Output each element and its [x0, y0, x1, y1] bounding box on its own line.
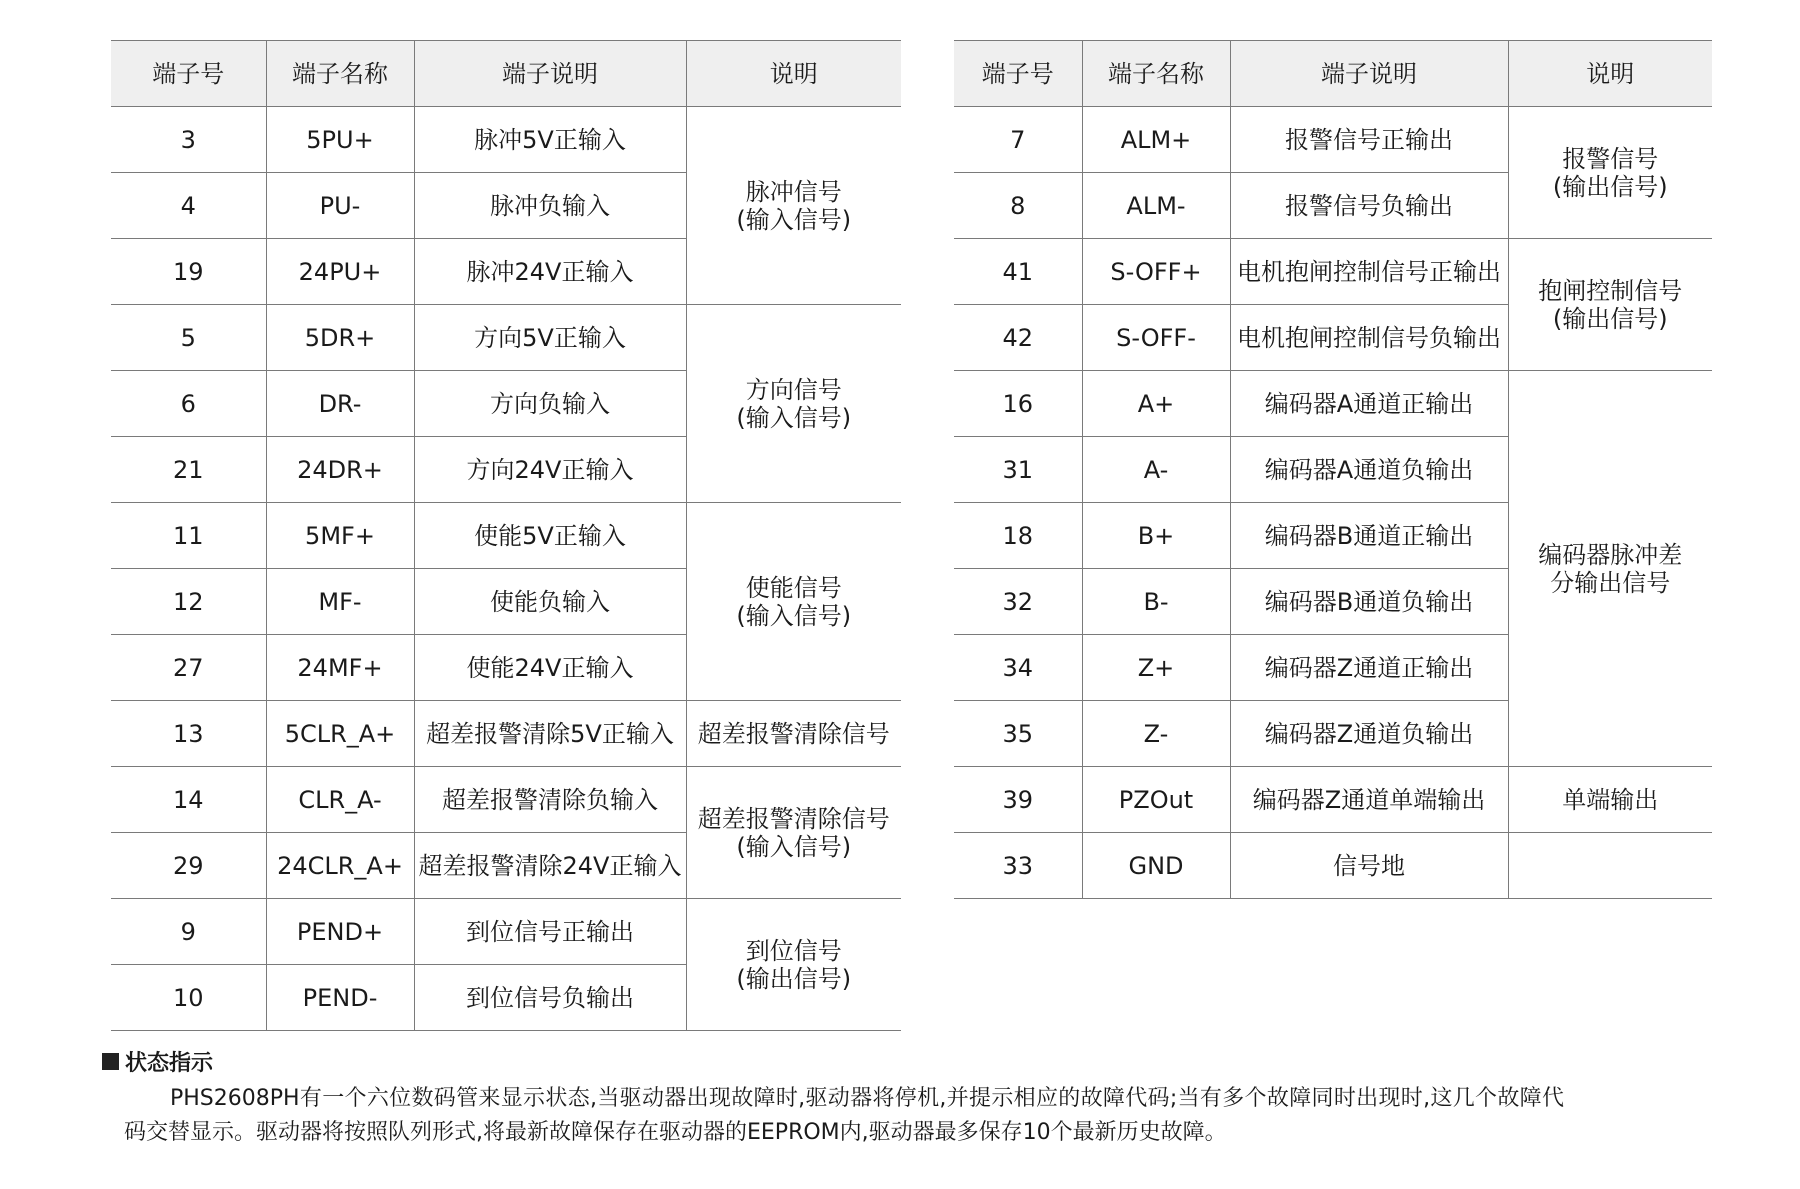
- terminal-name: MF-: [266, 569, 414, 635]
- terminal-name: Z+: [1082, 635, 1230, 701]
- terminal-desc: 方向5V正输入: [414, 305, 686, 371]
- left-terminal-table: [111, 40, 901, 1031]
- group-note-line1: 到位信号: [745, 936, 842, 965]
- group-note-line1: 脉冲信号: [745, 177, 842, 206]
- terminal-name: 5DR+: [266, 305, 414, 371]
- group-note-line1: 抱闸控制信号: [1538, 276, 1683, 305]
- terminal-desc: 超差报警清除24V正输入: [414, 833, 686, 899]
- group-note-line2: (输出信号): [1552, 304, 1668, 333]
- terminal-no: 19: [111, 239, 266, 305]
- terminal-desc: 编码器A通道负输出: [1230, 437, 1508, 503]
- section-heading: [102, 1046, 213, 1077]
- group-note: [686, 503, 901, 701]
- group-note: 单端输出: [1508, 767, 1712, 833]
- terminal-name: A-: [1082, 437, 1230, 503]
- group-note-line1: 方向信号: [745, 375, 842, 404]
- group-note: [686, 107, 901, 305]
- table-row: [111, 305, 901, 371]
- terminal-desc: 电机抱闸控制信号负输出: [1230, 305, 1508, 371]
- terminal-desc: 脉冲24V正输入: [414, 239, 686, 305]
- terminal-desc: 编码器A通道正输出: [1230, 371, 1508, 437]
- group-note-line2: (输入信号): [736, 832, 852, 861]
- table-row: [954, 767, 1712, 833]
- col-header-name: 端子名称: [1082, 41, 1230, 107]
- right-header-row: [954, 41, 1712, 107]
- terminal-no: 10: [111, 965, 266, 1031]
- square-bullet-icon: [102, 1053, 119, 1070]
- terminal-no: 6: [111, 371, 266, 437]
- terminal-no: 9: [111, 899, 266, 965]
- terminal-desc: 编码器Z通道正输出: [1230, 635, 1508, 701]
- terminal-no: 32: [954, 569, 1082, 635]
- terminal-desc: 到位信号正输出: [414, 899, 686, 965]
- terminal-name: B+: [1082, 503, 1230, 569]
- terminal-no: 7: [954, 107, 1082, 173]
- terminal-no: 13: [111, 701, 266, 767]
- terminal-desc: 到位信号负输出: [414, 965, 686, 1031]
- group-note: [1508, 239, 1712, 371]
- terminal-name: GND: [1082, 833, 1230, 899]
- col-header-note: 说明: [686, 41, 901, 107]
- status-paragraph: PHS2608PH有一个六位数码管来显示状态,当驱动器出现故障时,驱动器将停机,并提示相应的故障代码;当有多个故障同时出现时,这几个故障代码交替显示。驱动器将按照队列形式,将最新故障保存在驱动器的EEPROM内,驱动器最多保存10个最新历史故障。: [124, 1086, 1564, 1145]
- terminal-desc: 脉冲负输入: [414, 173, 686, 239]
- terminal-no: 21: [111, 437, 266, 503]
- terminal-name: 24MF+: [266, 635, 414, 701]
- table-row: [954, 107, 1712, 173]
- terminal-no: 5: [111, 305, 266, 371]
- terminal-name: B-: [1082, 569, 1230, 635]
- terminal-name: CLR_A-: [266, 767, 414, 833]
- table-row: [111, 107, 901, 173]
- group-note-line1: 报警信号: [1562, 144, 1659, 173]
- terminal-desc: 方向24V正输入: [414, 437, 686, 503]
- table-row: [954, 371, 1712, 437]
- terminal-desc: 电机抱闸控制信号正输出: [1230, 239, 1508, 305]
- terminal-desc: 信号地: [1230, 833, 1508, 899]
- terminal-no: 33: [954, 833, 1082, 899]
- table-row: [111, 767, 901, 833]
- terminal-name: A+: [1082, 371, 1230, 437]
- group-note: [1508, 371, 1712, 767]
- terminal-name: DR-: [266, 371, 414, 437]
- group-note-line2: (输出信号): [736, 964, 852, 993]
- right-terminal-table: [954, 40, 1712, 899]
- terminal-no: 31: [954, 437, 1082, 503]
- terminal-name: 24DR+: [266, 437, 414, 503]
- terminal-desc: 使能24V正输入: [414, 635, 686, 701]
- terminal-no: 34: [954, 635, 1082, 701]
- terminal-name: 5MF+: [266, 503, 414, 569]
- terminal-desc: 使能负输入: [414, 569, 686, 635]
- terminal-desc: 使能5V正输入: [414, 503, 686, 569]
- terminal-desc: 报警信号负输出: [1230, 173, 1508, 239]
- terminal-name: 24CLR_A+: [266, 833, 414, 899]
- table-row: [111, 503, 901, 569]
- group-note: [1508, 833, 1712, 899]
- terminal-no: 35: [954, 701, 1082, 767]
- group-note-line2: (输入信号): [736, 601, 852, 630]
- group-note: [686, 305, 901, 503]
- terminal-name: ALM-: [1082, 173, 1230, 239]
- terminal-desc: 编码器B通道正输出: [1230, 503, 1508, 569]
- terminal-name: Z-: [1082, 701, 1230, 767]
- group-note: 超差报警清除信号: [686, 701, 901, 767]
- group-note-line1: 使能信号: [745, 573, 842, 602]
- group-note: [686, 899, 901, 1031]
- terminal-no: 8: [954, 173, 1082, 239]
- terminal-desc: 方向负输入: [414, 371, 686, 437]
- col-header-note: 说明: [1508, 41, 1712, 107]
- group-note-line2: (输入信号): [736, 403, 852, 432]
- terminal-no: 18: [954, 503, 1082, 569]
- terminal-no: 41: [954, 239, 1082, 305]
- terminal-name: 5PU+: [266, 107, 414, 173]
- terminal-no: 29: [111, 833, 266, 899]
- group-note-line2: (输出信号): [1552, 172, 1668, 201]
- left-header-row: [111, 41, 901, 107]
- terminal-name: 24PU+: [266, 239, 414, 305]
- terminal-name: ALM+: [1082, 107, 1230, 173]
- terminal-no: 42: [954, 305, 1082, 371]
- table-row: [954, 239, 1712, 305]
- terminal-desc: 编码器B通道负输出: [1230, 569, 1508, 635]
- col-header-desc: 端子说明: [1230, 41, 1508, 107]
- terminal-name: PEND+: [266, 899, 414, 965]
- col-header-no: 端子号: [954, 41, 1082, 107]
- terminal-name: 5CLR_A+: [266, 701, 414, 767]
- col-header-name: 端子名称: [266, 41, 414, 107]
- terminal-name: S-OFF-: [1082, 305, 1230, 371]
- group-note-line1: 超差报警清除信号: [697, 804, 890, 833]
- group-note-line1: 编码器脉冲差: [1538, 540, 1683, 569]
- terminal-desc: 超差报警清除5V正输入: [414, 701, 686, 767]
- terminal-name: PEND-: [266, 965, 414, 1031]
- terminal-desc: 超差报警清除负输入: [414, 767, 686, 833]
- terminal-desc: 脉冲5V正输入: [414, 107, 686, 173]
- table-row: [111, 899, 901, 965]
- terminal-name: PZOut: [1082, 767, 1230, 833]
- terminal-no: 16: [954, 371, 1082, 437]
- terminal-no: 3: [111, 107, 266, 173]
- terminal-desc: 编码器Z通道负输出: [1230, 701, 1508, 767]
- terminal-no: 4: [111, 173, 266, 239]
- terminal-no: 27: [111, 635, 266, 701]
- table-row: [111, 701, 901, 767]
- terminal-no: 11: [111, 503, 266, 569]
- terminal-name: PU-: [266, 173, 414, 239]
- terminal-desc: 编码器Z通道单端输出: [1230, 767, 1508, 833]
- group-note-line2: 分输出信号: [1550, 568, 1671, 597]
- terminal-no: 14: [111, 767, 266, 833]
- terminal-desc: 报警信号正输出: [1230, 107, 1508, 173]
- terminal-name: S-OFF+: [1082, 239, 1230, 305]
- group-note: [686, 767, 901, 899]
- table-row: [954, 833, 1712, 899]
- group-note: [1508, 107, 1712, 239]
- terminal-no: 12: [111, 569, 266, 635]
- terminal-no: 39: [954, 767, 1082, 833]
- section-title: 状态指示: [125, 1051, 214, 1076]
- col-header-no: 端子号: [111, 41, 266, 107]
- group-note-line2: (输入信号): [736, 205, 852, 234]
- col-header-desc: 端子说明: [414, 41, 686, 107]
